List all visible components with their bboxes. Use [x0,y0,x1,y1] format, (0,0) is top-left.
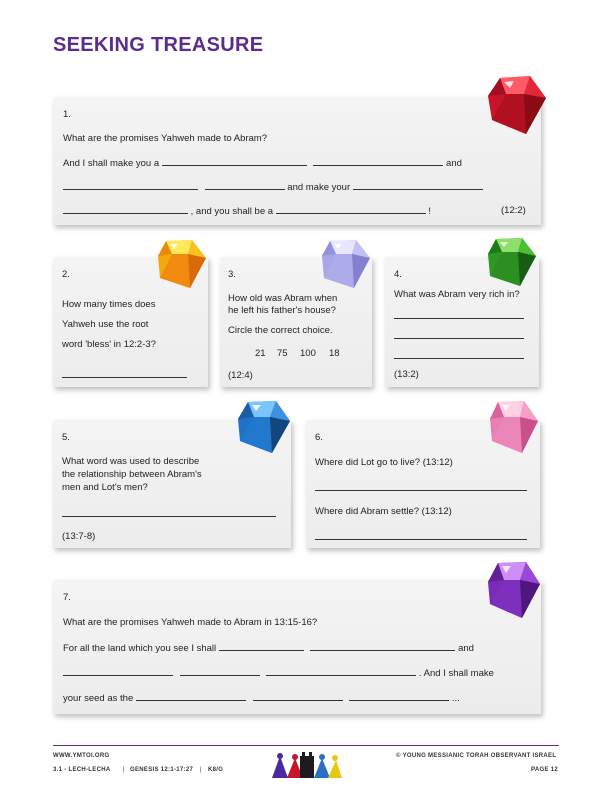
footer-sep: | [123,767,125,773]
answer-line [63,181,483,193]
answer-line [63,205,431,217]
line-text: . And I shall make [418,668,494,679]
answer-blank[interactable] [62,377,187,378]
blue-gem-icon [236,399,292,455]
question-number: 3. [228,269,236,280]
question-text: Where did Lot go to live? (13:12) [315,457,453,468]
question-text: the relationship between Abram's [62,469,202,480]
question-text: What was Abram very rich in? [394,289,520,300]
line-text: ! [428,206,431,217]
line-text: and [458,643,474,654]
scripture-reference: (12:2) [501,205,526,216]
footer-sep: | [200,767,202,773]
footer-copyright: © YOUNG MESSIANIC TORAH OBSERVANT ISRAEL [396,753,557,759]
line-text: For all the land which you see I shall [63,643,217,654]
footer-grade: K8/G [208,767,224,773]
answer-line [63,157,462,169]
answer-blank[interactable] [253,692,343,701]
page-title: SEEKING TREASURE [53,34,264,56]
choice-option[interactable]: 100 [300,348,316,359]
answer-blank[interactable] [136,692,246,701]
choice-option[interactable]: 18 [329,348,340,359]
answer-blank[interactable] [394,318,524,319]
scripture-reference: (13:7-8) [62,531,96,542]
question-card-7 [53,580,541,714]
answer-line [63,642,474,654]
yellow-gem-icon [156,238,208,290]
ministry-logo [270,750,344,780]
scripture-reference: (12:4) [228,370,253,381]
question-number: 2. [62,269,70,280]
answer-blank[interactable] [276,205,426,214]
question-number: 4. [394,269,402,280]
line-text: your seed as the [63,693,134,704]
choice-option[interactable]: 21 [255,348,266,359]
question-text: How many times does [62,299,156,310]
pink-gem-icon [488,399,540,455]
answer-line [63,667,494,679]
question-text: men and Lot's men? [62,482,148,493]
answer-blank[interactable] [62,516,276,517]
answer-blank[interactable] [162,157,307,166]
answer-blank[interactable] [266,667,416,676]
line-text: and make your [287,182,351,193]
question-text: word 'bless' in 12:2-3? [62,339,156,350]
page-number: PAGE 12 [531,767,558,773]
answer-blank[interactable] [394,338,524,339]
question-number: 5. [62,432,70,443]
answer-blank[interactable] [205,181,285,190]
question-number: 7. [63,592,71,603]
choice-option[interactable]: 75 [277,348,288,359]
question-text: he left his father's house? [228,305,336,316]
footer-passage: GENESIS 12:1-17:27 [130,767,194,773]
footer-divider [53,745,559,746]
green-gem-icon [486,236,538,288]
answer-blank[interactable] [394,358,524,359]
answer-blank[interactable] [315,539,527,540]
answer-blank[interactable] [63,181,198,190]
answer-blank[interactable] [310,642,455,651]
red-gem-icon [486,74,548,136]
answer-blank[interactable] [315,490,527,491]
answer-blank[interactable] [313,157,443,166]
question-text: How old was Abram when [228,293,338,304]
answer-blank[interactable] [63,205,188,214]
line-text: And I shall make you a [63,158,160,169]
purple-gem-icon [486,560,542,620]
question-text: Where did Abram settle? (13:12) [315,506,452,517]
line-text: and [446,158,462,169]
footer-website[interactable]: WWW.YMTOI.ORG [53,753,110,759]
question-text: What word was used to describe [62,456,200,467]
question-text: Yahweh use the root [62,319,149,330]
answer-blank[interactable] [219,642,304,651]
scripture-reference: (13:2) [394,369,419,380]
answer-line [63,692,460,704]
answer-blank[interactable] [63,667,173,676]
line-text: ... [451,693,460,704]
footer-lesson: 3.1 - LECH-LECHA [53,767,111,773]
question-number: 6. [315,432,323,443]
question-number: 1. [63,109,71,120]
instruction-text: Circle the correct choice. [228,325,333,336]
question-text: What are the promises Yahweh made to Abram in 13:15-16? [63,617,318,628]
lavender-gem-icon [320,238,372,290]
answer-blank[interactable] [353,181,483,190]
line-text: , and you shall be a [190,206,274,217]
question-text: What are the promises Yahweh made to Abram? [63,133,268,144]
question-card-1 [53,97,541,225]
answer-blank[interactable] [180,667,260,676]
answer-blank[interactable] [349,692,449,701]
